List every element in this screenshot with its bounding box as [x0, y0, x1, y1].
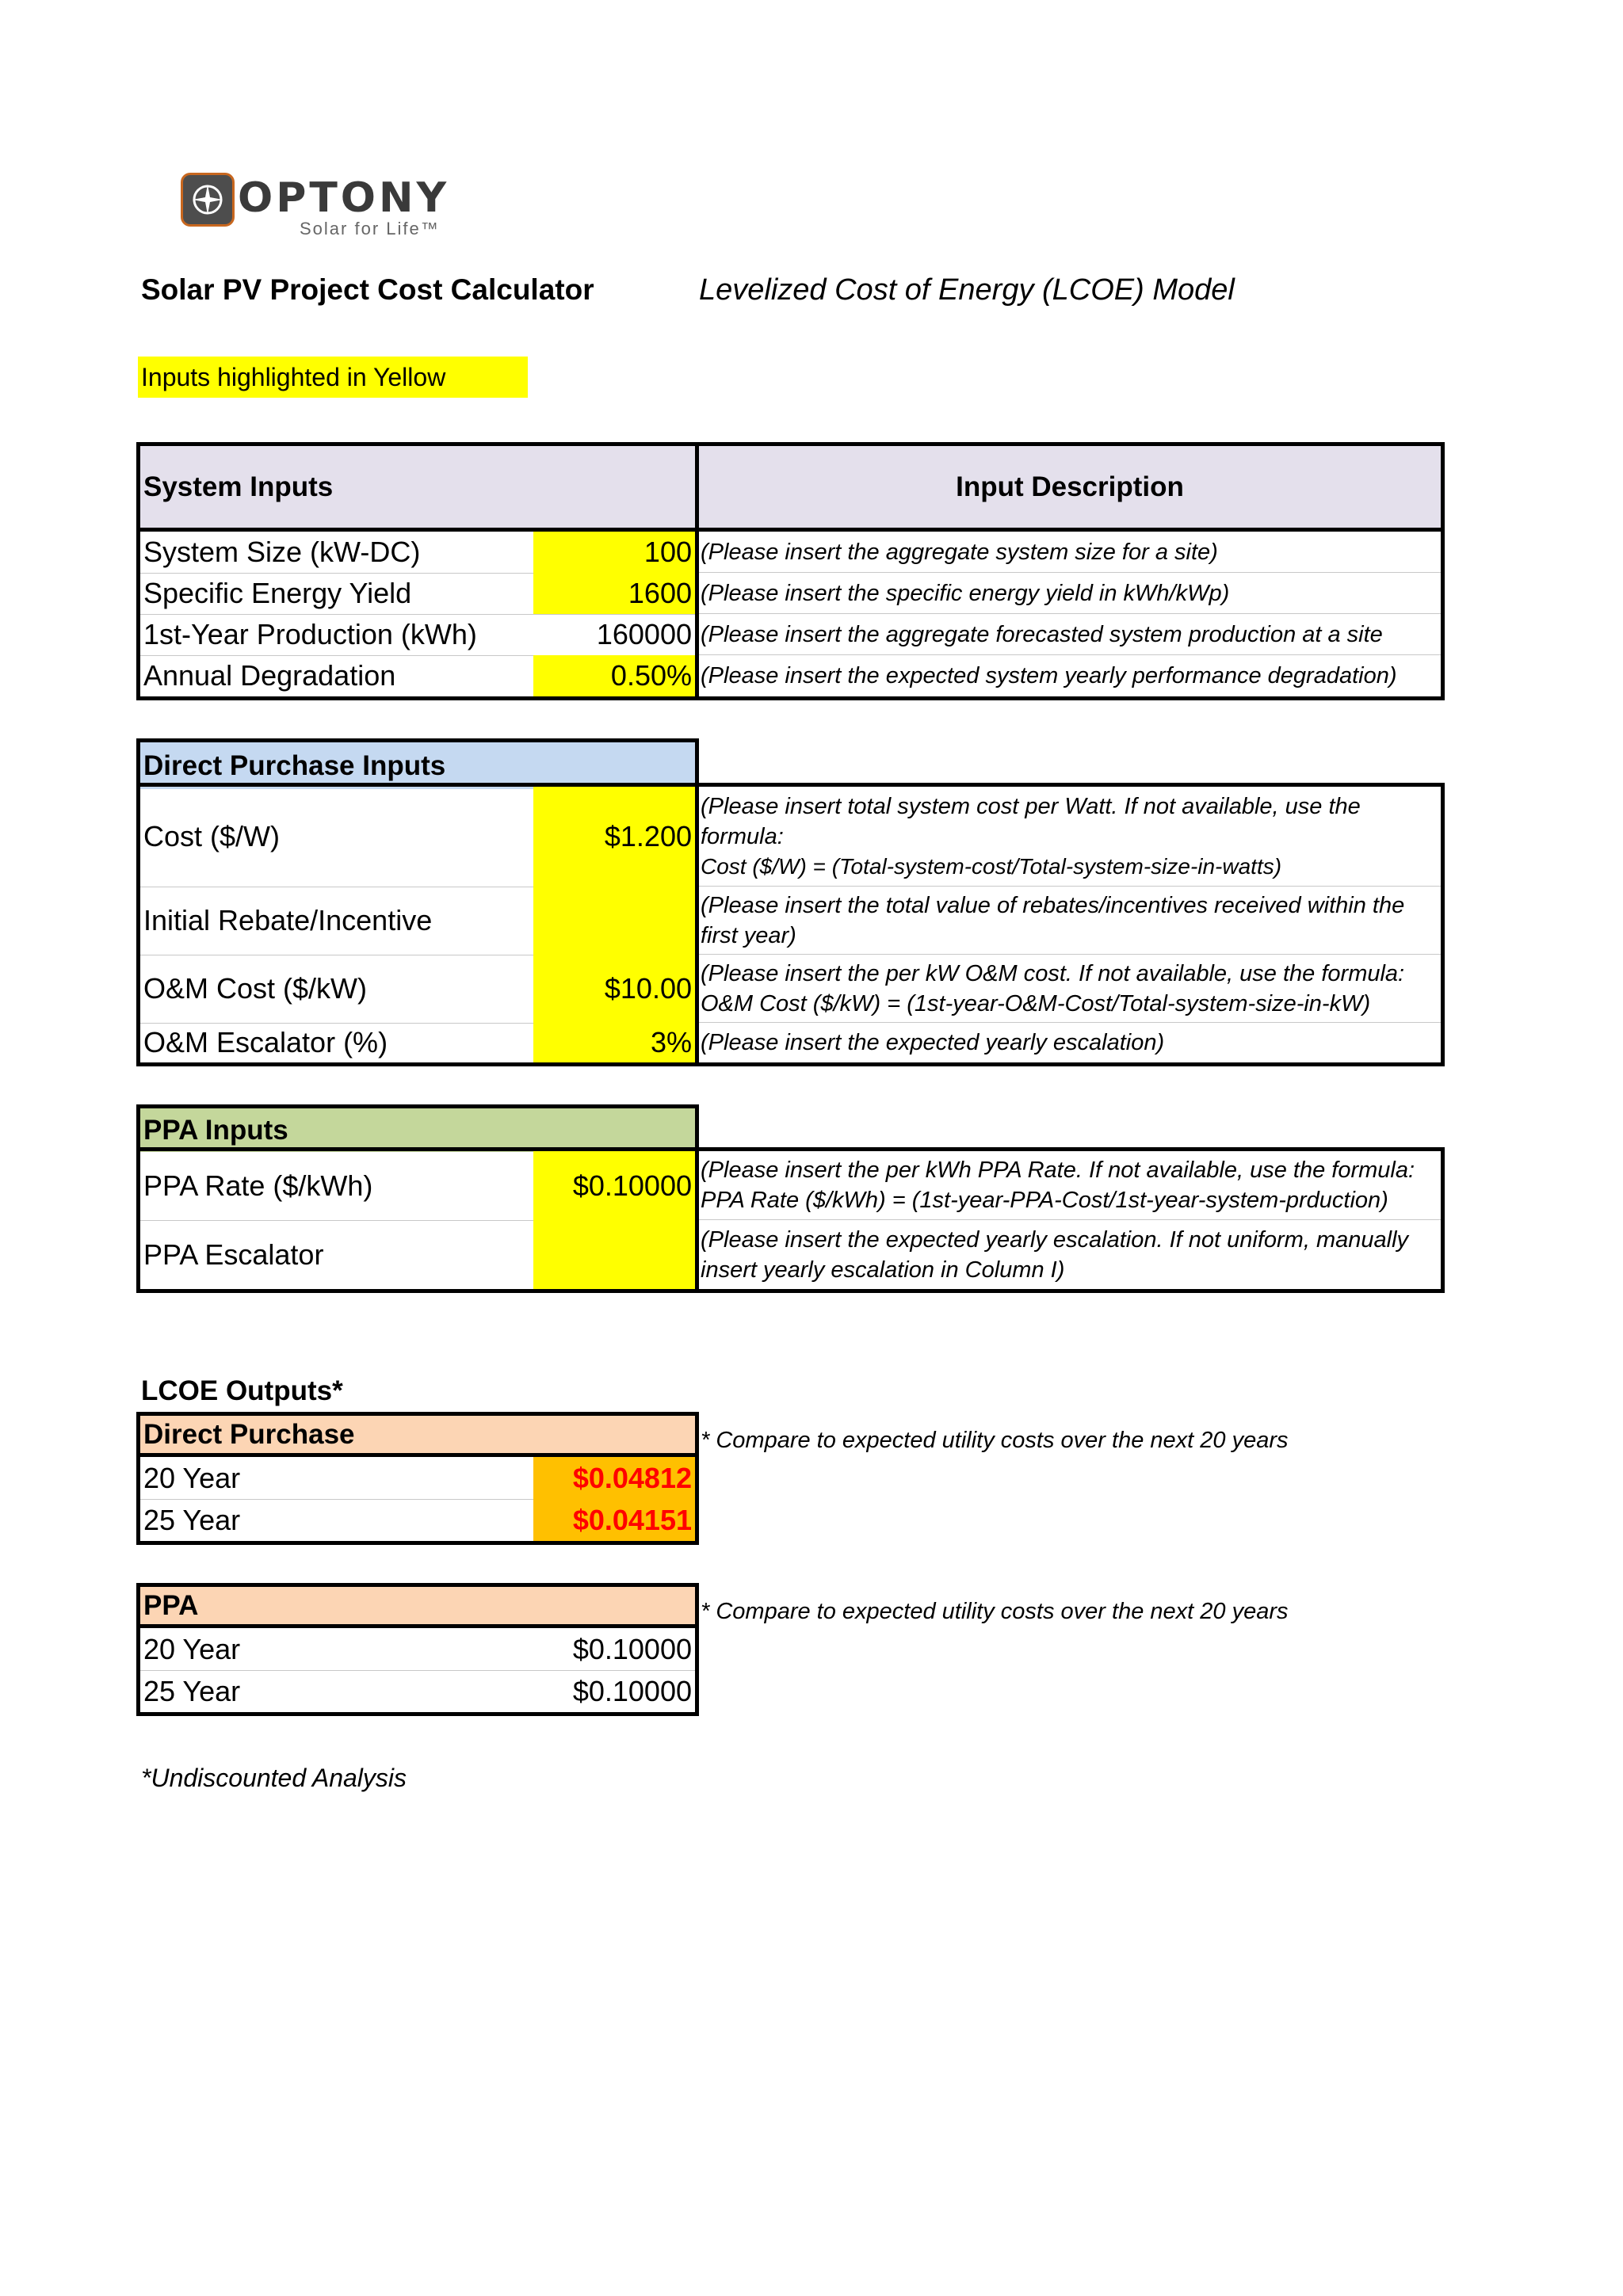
row-label: Annual Degradation [143, 659, 396, 692]
input-description-table [695, 442, 1445, 700]
direct-purchase-output-header: Direct Purchase [140, 1416, 695, 1457]
row-label: PPA Rate ($/kWh) [143, 1169, 373, 1202]
lcoe-outputs-title: LCOE Outputs* [141, 1375, 343, 1406]
row-label: 25 Year [143, 1674, 241, 1707]
system-inputs-table [136, 442, 699, 700]
row-label: System Size (kW-DC) [143, 536, 421, 568]
table-row [140, 1023, 695, 1062]
row-label: 25 Year [143, 1503, 241, 1536]
row-label: 1st-Year Production (kWh) [143, 618, 477, 650]
lcoe-ppa-25yr-value: $0.10000 [572, 1674, 692, 1707]
ppa-output-header: PPA [140, 1587, 695, 1628]
table-row [140, 1670, 695, 1712]
first-year-production-value: 160000 [596, 618, 692, 650]
row-label: Cost ($/W) [143, 820, 281, 852]
rebate-incentive-input[interactable] [533, 887, 695, 955]
row-description: (Please insert the per kWh PPA Rate. If not available, use the formula: PPA Rate ($/kWh) = (1st-year-PPA-Cost/1st-year-system-prduction) [701, 1158, 1415, 1213]
table-row [140, 1151, 695, 1221]
row-description: (Please insert the expected yearly escalation. If not uniform, manually insert yearly escalation in Column I) [701, 1226, 1409, 1283]
row-description: (Please insert the total value of rebates/incentives received within the first year) [701, 892, 1405, 948]
annual-degradation-input[interactable]: 0.50% [533, 655, 695, 696]
table-row [140, 887, 695, 955]
table-row [140, 614, 695, 656]
cost-per-watt-input[interactable]: $1.200 [533, 787, 695, 887]
om-cost-input[interactable]: $10.00 [533, 955, 695, 1023]
direct-purchase-output-table [136, 1412, 699, 1545]
lcoe-direct-25yr-value: $0.04151 [533, 1499, 695, 1541]
ppa-output-table [136, 1583, 699, 1716]
row-description: (Please insert the aggregate system size for a site) [701, 539, 1218, 565]
table-row [140, 787, 695, 887]
ppa-compare-note: * Compare to expected utility costs over the next 20 years [701, 1599, 1289, 1624]
om-escalator-input[interactable]: 3% [533, 1023, 695, 1062]
row-label: Specific Energy Yield [143, 577, 412, 609]
lcoe-ppa-20yr-value: $0.10000 [572, 1632, 692, 1665]
direct-purchase-header [136, 738, 699, 789]
direct-purchase-title: Direct Purchase Inputs [143, 749, 446, 781]
row-label: O&M Escalator (%) [143, 1026, 388, 1058]
row-label: Initial Rebate/Incentive [143, 904, 433, 936]
table-row [140, 655, 695, 696]
logo-star-icon [181, 173, 235, 227]
direct-purchase-table [136, 783, 699, 1066]
table-row [140, 1628, 695, 1671]
row-label: O&M Cost ($/kW) [143, 972, 368, 1005]
table-row [140, 1220, 695, 1289]
page-subtitle: Levelized Cost of Energy (LCOE) Model [699, 273, 1235, 307]
row-label: 20 Year [143, 1461, 241, 1494]
system-inputs-header: System Inputs [140, 446, 695, 532]
optony-logo [181, 173, 450, 241]
footnote: *Undiscounted Analysis [141, 1764, 407, 1792]
ppa-inputs-header [136, 1104, 699, 1152]
logo-tagline: Solar for Life™ [300, 219, 440, 238]
row-label: 20 Year [143, 1632, 241, 1665]
direct-compare-note: * Compare to expected utility costs over the next 20 years [701, 1428, 1289, 1453]
ppa-description [695, 1147, 1445, 1293]
inputs-note: Inputs highlighted in Yellow [138, 357, 528, 398]
logo-wordmark: OPTONY [238, 174, 450, 222]
ppa-inputs-table [136, 1147, 699, 1293]
direct-purchase-description [695, 783, 1445, 1066]
row-description: (Please insert the specific energy yield in kWh/kWp) [701, 580, 1230, 606]
row-description: (Please insert the per kW O&M cost. If not available, use the formula: O&M Cost ($/kW) = (1st-year-O&M-Cost/Total-system-size-in-kW) [701, 960, 1405, 1016]
table-row [140, 532, 695, 574]
energy-yield-input[interactable]: 1600 [533, 573, 695, 614]
ppa-inputs-title: PPA Inputs [143, 1114, 288, 1146]
row-description: (Please insert the aggregate forecasted system production at a site [701, 621, 1383, 647]
page-title: Solar PV Project Cost Calculator [141, 273, 594, 306]
ppa-escalator-input[interactable] [533, 1220, 695, 1289]
table-row [140, 573, 695, 615]
lcoe-direct-20yr-value: $0.04812 [533, 1457, 695, 1499]
ppa-rate-input[interactable]: $0.10000 [533, 1151, 695, 1220]
row-description: (Please insert the expected yearly escalation) [701, 1030, 1165, 1055]
table-row [140, 955, 695, 1024]
table-row [140, 1499, 695, 1541]
row-description: (Please insert total system cost per Watt. If not available, use the formula: Cost ($/W) = (Total-system-cost/Total-system-size-in-watts) [701, 794, 1361, 879]
input-description-header: Input Description [699, 446, 1441, 532]
row-label: PPA Escalator [143, 1238, 324, 1271]
row-description: (Please insert the expected system yearly performance degradation) [701, 663, 1397, 688]
system-size-input[interactable]: 100 [533, 532, 695, 573]
table-row [140, 1457, 695, 1500]
